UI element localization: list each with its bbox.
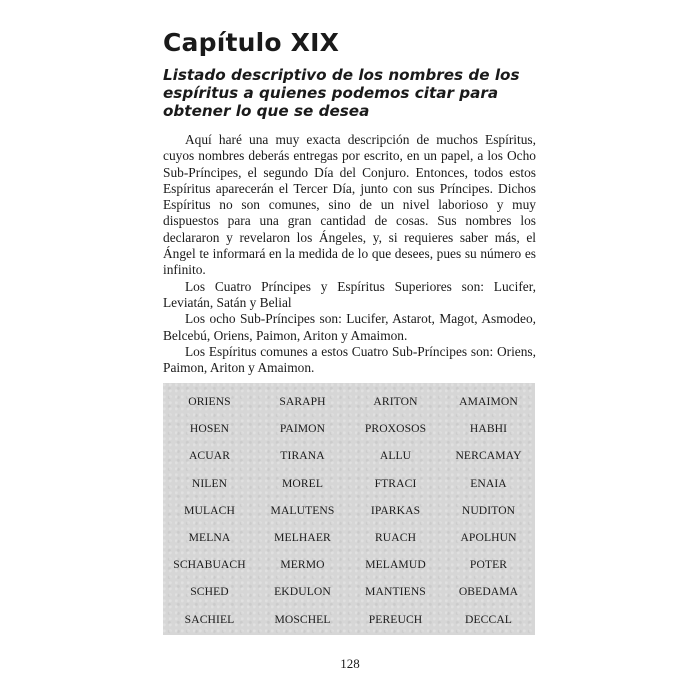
spirit-name-cell: NUDITON [461,503,516,517]
spirit-name-cell: ORIENS [188,395,231,409]
spirit-name-cell: MOSCHEL [274,612,331,626]
spirit-names-table [163,383,535,635]
body-text [163,132,536,376]
spirit-name-cell: POTER [469,558,508,572]
spirit-name-cell: MOREL [281,476,324,490]
body-paragraph-common-spirits: Los Espíritus comunes a estos Cuatro Sub-Príncipes son: Oriens, Paimon, Ariton y Amaimon. [163,343,536,376]
spirit-name-cell: OBEDAMA [458,585,519,599]
spirit-name-cell: ENAIA [470,476,507,490]
page-number: 128 [340,656,360,671]
spirit-name-cell: MERMO [280,558,325,572]
spirit-name-cell: AMAIMON [459,395,518,409]
spirit-name-cell: FTRACI [374,476,417,490]
spirit-name-cell: APOLHUN [460,531,517,545]
spirit-name-cell: MULACH [184,503,235,517]
body-paragraph-princes: Los Cuatro Príncipes y Espíritus Superiores son: Lucifer, Leviatán, Satán y Belial [163,278,536,310]
spirit-name-cell: DECCAL [465,612,512,626]
spirit-name-cell: ARITON [373,395,418,409]
spirit-name-cell: PAIMON [279,422,326,436]
spirit-name-cell: SACHIEL [184,612,235,626]
spirit-name-cell: IPARKAS [370,503,421,517]
spirit-name-cell: MELNA [188,531,231,545]
spirit-name-cell: EKDULON [274,585,331,599]
spirit-name-cell: NILEN [191,476,228,490]
spirit-name-cell: MELHAER [274,531,331,545]
spirit-name-cell: TIRANA [280,449,325,463]
spirit-name-cell: SARAPH [279,395,326,409]
spirit-name-cell: PROXOSOS [364,422,427,436]
body-paragraph-intro: Aquí haré una muy exacta descripción de muchos Espíritus, cuyos nombres deberás entregas por escrito, en un papel, a los Ocho Sub-Príncipes, el segundo Día del Conjuro. Entonces, todos estos Espíritus aparecerán el Tercer Día, junto con sus Príncipes. Dichos Espíritus no son comunes, sino de un nivel laborioso y muy dispuestos para una gran cantidad de cosas. Sus nombres los declararon y revelaron los Ángeles, y, si requieres saber más, el Ángel te informará en la medida de lo que desees, pues su número es infinito. [163,132,536,278]
chapter-subtitle: Listado descriptivo de los nombres de los espíritus a quienes podemos citar para obtener lo que se desea [163,66,520,120]
spirit-name-cell: MALUTENS [270,503,335,517]
spirit-name-cell: ALLU [379,449,412,463]
spirit-name-cell: RUACH [374,531,417,545]
spirit-name-cell: SCHED [190,585,229,599]
spirit-name-cell: SCHABUACH [173,558,246,572]
spirit-name-cell: HOSEN [189,422,230,436]
spirit-name-cell: MELAMUD [365,558,426,572]
body-paragraph-sub-princes: Los ocho Sub-Príncipes son: Lucifer, Astarot, Magot, Asmodeo, Belcebú, Oriens, Paimon, Ariton y Amaimon. [163,311,536,343]
chapter-title: Capítulo XIX [163,28,340,57]
spirit-name-cell: NERCAMAY [455,449,522,463]
spirit-name-cell: ACUAR [188,449,231,463]
spirit-name-cell: MANTIENS [365,585,426,599]
spirit-name-cell: PEREUCH [368,612,423,626]
spirit-name-cell: HABHI [469,422,508,436]
